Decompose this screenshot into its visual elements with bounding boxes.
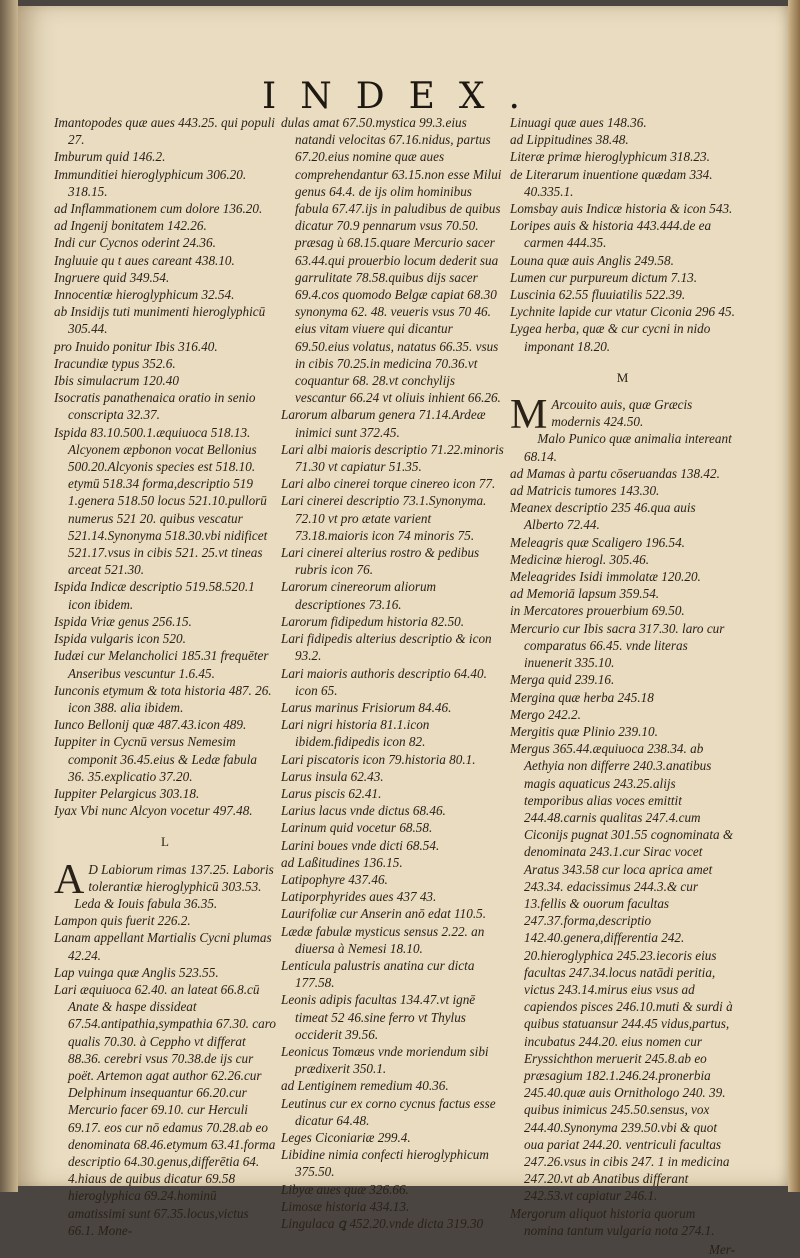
index-entry: Lari æquiuoca 62.40. an lateat 66.8.cū Anate & haspe dissideat 67.54.antipathia,sympathia 67.30. caro qualis 70.30. à Ceppho vt differat 88.36. cerebri vsus 70.38.de ijs cur poët. Artemon agat author 62.26.cur Delphinum insequantur 66.20.cur Mercurio facer 69.10. cur Herculi 69.17. eos cur nō edamus 70.28.ab eo denominata 68.46.etymum 63.41.forma descriptio 64.30.genus,differētia 64. 4.hiaus de quibus dicatur 69.58 hieroglyphica 69.24.hominū amatissimi sunt 67.35.locus,victus 66.1. Mone- <box>54 981 276 1238</box>
index-entry: Lomsbay auis Indicæ historia & icon 543. <box>510 201 733 217</box>
index-entry: Iyax Vbi nunc Alcyon vocetur 497.48. <box>54 803 253 819</box>
index-entry: Lampon quis fuerit 226.2. <box>54 913 191 929</box>
index-entry: Lychnite lapide cur vtatur Ciconia 296 45. <box>510 304 735 320</box>
section-letter-m: M <box>616 369 629 385</box>
index-entry: ad Mamas à partu cōseruandas 138.42. <box>510 465 720 481</box>
section-letter-l: L <box>161 834 169 850</box>
index-entry: dulas amat 67.50.mystica 99.3.eius natandi velocitas 67.16.nidus, partus 67.20.eius nomine quæ aues comprehendantur 63.15.non esse Milui genus 64.4. de ijs olim hominibus fabula 67.47.ijs in paludibus de quibus dicatur 70.9 pennarum vsus 70.50. præsag ù 68.15.quare Mercurio sacer 63.44.qui prouerbio locum dederit sua garrulitate 78.58.quibus dijs sacer 69.4.cos quomodo Belgæ capiat 68.30 synonyma 62. 48. veueris vsus 70 46. eius vitam viuere qui dicantur 69.50.eius volatus, natatus 66.35. vsus in cibis 70.25.in medicina 70.36.vt coquantur 68. 28.vt conchylijs vescantur 66.24 vt oliuis inhient 66.26. <box>281 115 502 406</box>
first-entry-text: D Labiorum rimas 137.25. Laboris tolerantiæ hieroglyphicū 303.53. <box>88 861 274 894</box>
index-entry: Lædæ fabulæ mysticus sensus 2.22. an diuersa à Nemesi 18.10. <box>281 923 485 956</box>
index-entry: ad Memoriā lapsum 359.54. <box>510 586 660 602</box>
index-entry: Iuppiter in Cycnū versus Nemesim componit 36.45.eius & Ledæ fabula 36. 35.explicatio 37.20. <box>54 734 258 784</box>
index-entry: ad Laßitudines 136.15. <box>281 854 403 870</box>
index-entry: Leutinus cur ex corno cycnus factus esse dicatur 64.48. <box>281 1095 496 1128</box>
index-entry: Lari piscatoris icon 79.historia 80.1. <box>281 751 476 767</box>
index-entry: Latipophyre 437.46. <box>281 871 388 887</box>
index-entry: Iunco Bellonij quæ 487.43.icon 489. <box>54 717 247 733</box>
index-entry: Luscinia 62.55 fluuiatilis 522.39. <box>510 287 686 303</box>
index-entry: Meleagrides Isidi immolatæ 120.20. <box>510 569 701 585</box>
index-entry: Larorum albarum genera 71.14.Ardeæ inimici sunt 372.45. <box>281 407 486 440</box>
index-entry: Imantopodes quæ aues 443.25. qui populi 27. <box>54 115 275 148</box>
index-entry: Immunditiei hieroglyphicum 306.20. 318.15. <box>54 166 247 199</box>
index-entry: ad Ingenij bonitatem 142.26. <box>54 218 207 234</box>
index-entry: Mergorum aliquot historia quorum nomina tantum vulgaria nota 274.1. <box>510 1205 715 1238</box>
first-entry-text: Arcouito auis, quæ Græcis modernis 424.50. <box>551 397 693 430</box>
index-column-2 <box>281 114 506 1232</box>
index-entry: Ispida Vriæ genus 256.15. <box>54 613 192 629</box>
index-entry: Innocentiæ hieroglyphicum 32.54. <box>54 287 235 303</box>
index-entry: Libyæ aues quæ 326.66. <box>281 1181 409 1197</box>
index-entry: Iuppiter Pelargicus 303.18. <box>54 785 200 801</box>
index-entry: Lanam appellant Martialis Cycni plumas 42.24. <box>54 930 272 963</box>
index-entry: Limosæ historia 434.13. <box>281 1198 410 1214</box>
index-entry: Lari nigri historia 81.1.icon ibidem.fidipedis icon 82. <box>281 717 430 750</box>
index-entry: Lari albo cinerei torque cinereo icon 77. <box>281 476 496 492</box>
index-entry: Iunconis etymum & tota historia 487. 26. icon 388. alia ibidem. <box>54 682 272 715</box>
index-entry: Imburum quid 146.2. <box>54 149 166 165</box>
index-entry: Mergitis quæ Plinio 239.10. <box>510 723 658 739</box>
index-entry: Louna quæ auis Anglis 249.58. <box>510 252 674 268</box>
index-entry: Ingluuie qu t aues careant 438.10. <box>54 252 235 268</box>
index-entry: Lari maioris authoris descriptio 64.40. icon 65. <box>281 665 487 698</box>
book-page <box>18 6 788 1257</box>
index-entry: Larus piscis 62.41. <box>281 785 382 801</box>
index-entry: Merga quid 239.16. <box>510 672 615 688</box>
index-entry: Mergina quæ herba 245.18 <box>510 689 654 705</box>
index-entry: Ispida Indicæ descriptio 519.58.520.1 icon ibidem. <box>54 579 255 612</box>
index-entry: Linuagi quæ aues 148.36. <box>510 115 647 130</box>
index-entry: Mergo 242.2. <box>510 706 581 722</box>
index-entry: in Mercatores prouerbium 69.50. <box>510 603 685 619</box>
index-entry: Leda & Iouis fabula 36.35. <box>74 895 218 911</box>
index-entry: Iudæi cur Melancholici 185.31 frequēter Anseribus vescuntur 1.6.45. <box>54 648 269 681</box>
index-entry: ab Insidijs tuti munimenti hieroglyphicū 305.44. <box>54 304 266 337</box>
catchword: Mer- <box>708 1242 735 1257</box>
index-column-1 <box>54 114 276 1239</box>
index-entry: Laurifoliæ cur Anserin anō edat 110.5. <box>281 906 487 922</box>
index-entry: Lari cinerei alterius rostro & pedibus rubris icon 76. <box>281 545 480 578</box>
index-entry: Larorum fidipedum historia 82.50. <box>281 613 465 629</box>
index-entry: pro Inuido ponitur Ibis 316.40. <box>54 338 218 354</box>
index-entry: Lumen cur purpureum dictum 7.13. <box>510 269 698 285</box>
drop-cap: A <box>54 856 85 903</box>
index-entry: Lap vuinga quæ Anglis 523.55. <box>54 964 219 980</box>
index-entry: Ingruere quid 349.54. <box>54 269 170 285</box>
page-fore-edge <box>788 0 800 1192</box>
index-entry: Leges Ciconiariæ 299.4. <box>281 1129 411 1145</box>
index-entry: Loripes auis & historia 443.444.de ea carmen 444.35. <box>510 218 712 251</box>
drop-cap: M <box>510 392 548 439</box>
index-entry: Isocratis panathenaica oratio in senio conscripta 32.37. <box>54 390 256 423</box>
index-entry: Mergus 365.44.æquiuoca 238.34. ab Aethyia non differre 240.3.anatibus magis aquaticus 243.25.alijs temporibus alias voces emittit 244.48.carnis qualitas 247.4.cum Ciconijs pugnat 301.55 cognominata & denominata 243.1.cur Sirac vocet Aratus 343.58 cur loca aprica amet 243.34. edacissimus 244.3.& cur 13.fellis & ouorum facultas 247.37.forma,descriptio 142.40.genera,differentia 242. 20.hieroglyphica 245.23.iecoris eius facultas 247.34.locus natādi peritia, victus 243.14.mirus eius vsus ad capiendos pisces 246.10.muti & surdi à quibus statuansur 244.45 vidus,partus, incubatus 244.20. eius nomen cur Eryssichthon meruerit 245.8.ab eo præsagium 182.1.246.24.pronerbia 245.40.quæ auis Ornithologo 240. 39. quibus inimicus 245.50.sensus, vox 244.40.Synonyma 239.50.vbi & quot oua pariat 244.20. ventriculi facultas 247.26.vsus in cibis 247. 1 in medicina 247.20.vt ab Anatibus differant 242.53.vt capiatur 246.1. <box>510 741 734 1204</box>
index-entry: Malo Punico quæ animalia intereant 68.14. <box>524 431 732 464</box>
index-entry: Lari albi maioris descriptio 71.22.minoris 71.30 vt capiatur 51.35. <box>281 441 504 475</box>
index-entry: ad Lentiginem remedium 40.36. <box>281 1078 449 1094</box>
index-entry: Mercurio cur Ibis sacra 317.30. laro cur comparatus 66.45. vnde literas inuenerit 335.10. <box>510 620 725 671</box>
index-entry: Ibis simulacrum 120.40 <box>54 373 179 389</box>
index-entry: Larus marinus Frisiorum 84.46. <box>281 699 452 715</box>
index-entry: Lari fidipedis alterius descriptio & icon 93.2. <box>281 631 492 664</box>
index-entry: Libidine nimia confecti hieroglyphicum 375.50. <box>281 1147 489 1180</box>
index-entry: Literæ primæ hieroglyphicum 318.23. <box>510 149 710 165</box>
index-entry: Meleagris quæ Scaligero 196.54. <box>510 534 685 550</box>
index-entry: ad Lippitudines 38.48. <box>510 132 629 148</box>
index-entry: Ispida 83.10.500.1.æquiuoca 518.13. Alcyonem æpbonon vocat Bellonius 500.20.Alcyonis species est 518.10. etymū 518.34 forma,descriptio 519 1.genera 518.50 locus 521.10.pullorū numerus 521 20. quibus vescatur 521.14.Synonyma 518.30.vbi nidificet 521.17.vsus in cibis 521. 25.vt tineas arceat 521.30. <box>54 424 268 578</box>
section-first-entry <box>510 392 735 439</box>
index-entry: Lingulaca ꝗ 452.20.vnde dicta 319.30 <box>281 1216 484 1231</box>
index-entry: Lygea herba, quæ & cur cycni in nido imponant 18.20. <box>510 321 711 354</box>
index-entry: Latiporphyrides aues 437 43. <box>281 889 437 905</box>
index-entry: Larus insula 62.43. <box>281 768 384 784</box>
page-title: INDEX. <box>262 76 544 117</box>
index-entry: Larius lacus vnde dictus 68.46. <box>281 803 446 819</box>
index-entry: ad Inflammationem cum dolore 136.20. <box>54 201 263 217</box>
index-entry: Iracundiæ typus 352.6. <box>54 355 176 371</box>
index-entry: Larini boues vnde dicti 68.54. <box>281 837 440 853</box>
index-column-3 <box>510 114 735 1258</box>
index-entry: Ispida vulgaris icon 520. <box>54 631 186 647</box>
index-entry: Lari cinerei descriptio 73.1.Synonyma. 72.10 vt pro ætate varient 73.18.maioris icon 74 minoris 75. <box>281 493 487 543</box>
index-entry: Lenticula palustris anatina cur dicta 177.58. <box>281 957 475 991</box>
index-entry: Larorum cinereorum aliorum descriptiones 73.16. <box>281 579 437 612</box>
index-entry: Larinum quid vocetur 68.58. <box>281 820 433 836</box>
index-entry: Medicinæ hierogl. 305.46. <box>510 551 650 567</box>
index-entry: Leonicus Tomæus vnde moriendum sibi prædixerit 350.1. <box>281 1043 489 1077</box>
binding-shadow <box>0 0 18 1192</box>
index-entry: de Literarum inuentione quædam 334. 40.335.1. <box>510 166 713 199</box>
index-entry: Leonis adipis facultas 134.47.vt ignē timeat 52 46.sine ferro vt Thylus occiderit 39.56. <box>281 992 476 1042</box>
index-entry: Indi cur Cycnos oderint 24.36. <box>54 235 216 251</box>
index-entry: Meanex descriptio 235 46.qua auis Alberto 72.44. <box>510 500 696 533</box>
index-entry: ad Matricis tumores 143.30. <box>510 483 660 499</box>
